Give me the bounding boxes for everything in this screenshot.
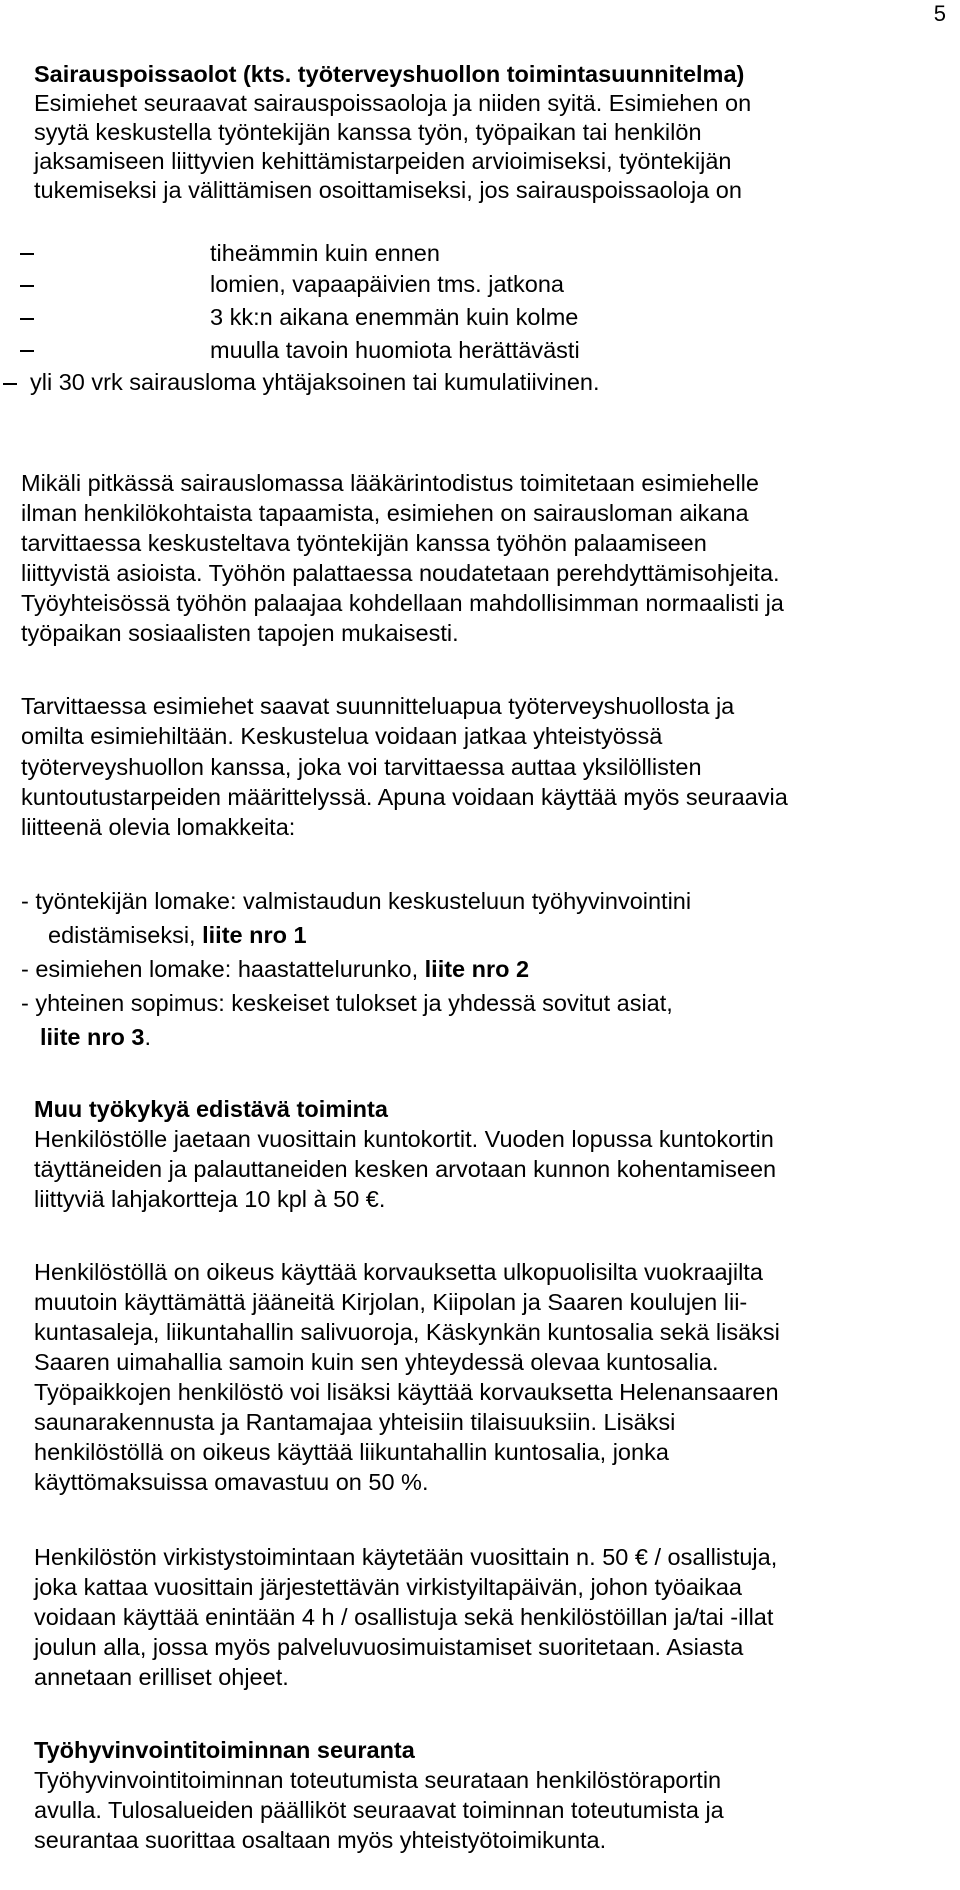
list-dash: [20, 253, 34, 255]
paragraph-line: seurantaa suorittaa osaltaan myös yhteistyötoimikunta.: [34, 1827, 607, 1853]
form-item-text: - esimiehen lomake: haastattelurunko,: [21, 956, 425, 982]
page-number: 5: [933, 1, 946, 26]
form-item-agreement-cont: [40, 1020, 151, 1054]
list-dash: [3, 383, 17, 385]
form-item-agreement: - yhteinen sopimus: keskeiset tulokset ja yhdessä sovitut asiat,: [21, 990, 673, 1016]
attachment-ref-2: liite nro 2: [424, 956, 530, 982]
form-item-text: edistämiseksi,: [48, 922, 203, 948]
list-item-condition: tiheämmin kuin ennen: [210, 240, 440, 266]
paragraph-line: omilta esimiehiltään. Keskustelua voidaan jatkaa yhteistyössä: [21, 723, 663, 749]
paragraph-line: tarvittaessa keskusteltava työntekijän kanssa työhön palaamiseen: [21, 530, 707, 556]
form-item-employee: - työntekijän lomake: valmistaudun keskusteluun työhyvinvointini: [21, 888, 692, 914]
paragraph-line: syytä keskustella työntekijän kanssa työn, työpaikan tai henkilön: [34, 119, 702, 145]
paragraph-line: Työpaikkojen henkilöstö voi lisäksi käyttää korvauksetta Helenansaaren: [34, 1379, 779, 1405]
list-item-condition: 3 kk:n aikana enemmän kuin kolme: [210, 304, 579, 330]
paragraph-line: jaksamiseen liittyvien kehittämistarpeiden arvioimiseksi, työntekijän: [34, 148, 732, 174]
paragraph-line: voidaan käyttää enintään 4 h / osallistuja sekä henkilöstöillan ja/tai -illat: [34, 1604, 774, 1630]
form-item-employee-cont: [48, 918, 307, 952]
paragraph-line: Henkilöstölle jaetaan vuosittain kuntokortit. Vuoden lopussa kuntokortin: [34, 1126, 774, 1152]
paragraph-line: kuntoutustarpeiden määrittelyssä. Apuna voidaan käyttää myös seuraavia: [21, 784, 788, 810]
paragraph-line: Saaren uimahallia samoin kuin sen yhteydessä olevaa kuntosalia.: [34, 1349, 719, 1375]
paragraph-line: käyttömaksuissa omavastuu on 50 %.: [34, 1469, 429, 1495]
paragraph-line: liitteenä olevia lomakkeita:: [21, 814, 296, 840]
list-dash: [20, 318, 34, 320]
paragraph-line: Henkilöstön virkistystoimintaan käytetään vuosittain n. 50 € / osallistuja,: [34, 1544, 778, 1570]
paragraph-line: kuntasaleja, liikuntahallin salivuoroja, Käskynkän kuntosalia sekä lisäksi: [34, 1319, 780, 1345]
form-item-supervisor: [21, 952, 529, 986]
paragraph-line: työpaikan sosiaalisten tapojen mukaisesti.: [21, 620, 459, 646]
paragraph-line: Henkilöstöllä on oikeus käyttää korvauksetta ulkopuolisilta vuokraajilta: [34, 1259, 763, 1285]
section-heading-monitoring: Työhyvinvointitoiminnan seuranta: [34, 1737, 415, 1763]
attachment-ref-1: liite nro 1: [202, 922, 307, 948]
paragraph-line: Esimiehet seuraavat sairauspoissaoloja ja niiden syitä. Esimiehen on: [34, 90, 752, 116]
attachment-ref-3: liite nro 3: [40, 1024, 145, 1050]
paragraph-line: joka kattaa vuosittain järjestettävän virkistyiltapäivän, johon työaikaa: [34, 1574, 742, 1600]
paragraph-line: Tarvittaessa esimiehet saavat suunnitteluapua työterveyshuollosta ja: [21, 693, 735, 719]
list-dash: [20, 350, 34, 352]
paragraph-line: muutoin käyttämättä jääneitä Kirjolan, Kiipolan ja Saaren koulujen lii-: [34, 1289, 748, 1315]
list-dash: [20, 285, 34, 287]
paragraph-line: Työyhteisössä työhön palaajaa kohdellaan mahdollisimman normaalisti ja: [21, 590, 784, 616]
paragraph-line: ilman henkilökohtaista tapaamista, esimiehen on sairausloman aikana: [21, 500, 749, 526]
paragraph-line: avulla. Tulosalueiden päälliköt seuraavat toiminnan toteutumista ja: [34, 1797, 724, 1823]
paragraph-line: tukemiseksi ja välittämisen osoittamiseksi, jos sairauspoissaoloja on: [34, 177, 742, 203]
paragraph-line: henkilöstöllä on oikeus käyttää liikuntahallin kuntosalia, jonka: [34, 1439, 669, 1465]
paragraph-line: liittyvistä asioista. Työhön palattaessa noudatetaan perehdyttämisohjeita.: [21, 560, 780, 586]
paragraph-line: saunarakennusta ja Rantamajaa yhteisiin tilaisuuksiin. Lisäksi: [34, 1409, 676, 1435]
paragraph-line: työterveyshuollon kanssa, joka voi tarvittaessa auttaa yksilöllisten: [21, 754, 702, 780]
form-item-text: .: [144, 1024, 151, 1050]
paragraph-line: Mikäli pitkässä sairauslomassa lääkärintodistus toimitetaan esimiehelle: [21, 470, 759, 496]
paragraph-line: Työhyvinvointitoiminnan toteutumista seurataan henkilöstöraportin: [34, 1767, 722, 1793]
paragraph-line: täyttäneiden ja palauttaneiden kesken arvotaan kunnon kohentamiseen: [34, 1156, 777, 1182]
paragraph-line: annetaan erilliset ohjeet.: [34, 1664, 289, 1690]
section-heading-sick-leave: Sairauspoissaolot (kts. työterveyshuollon toimintasuunnitelma): [34, 61, 745, 87]
list-item-condition: muulla tavoin huomiota herättävästi: [210, 337, 580, 363]
paragraph-line: liittyviä lahjakortteja 10 kpl à 50 €.: [34, 1186, 386, 1212]
list-item-condition: lomien, vapaapäivien tms. jatkona: [210, 271, 565, 297]
section-heading-fitness: Muu työkykyä edistävä toiminta: [34, 1096, 388, 1122]
paragraph-line: joulun alla, jossa myös palveluvuosimuistamiset suoritetaan. Asiasta: [34, 1634, 744, 1660]
list-item-condition: yli 30 vrk sairausloma yhtäjaksoinen tai kumulatiivinen.: [30, 369, 600, 395]
